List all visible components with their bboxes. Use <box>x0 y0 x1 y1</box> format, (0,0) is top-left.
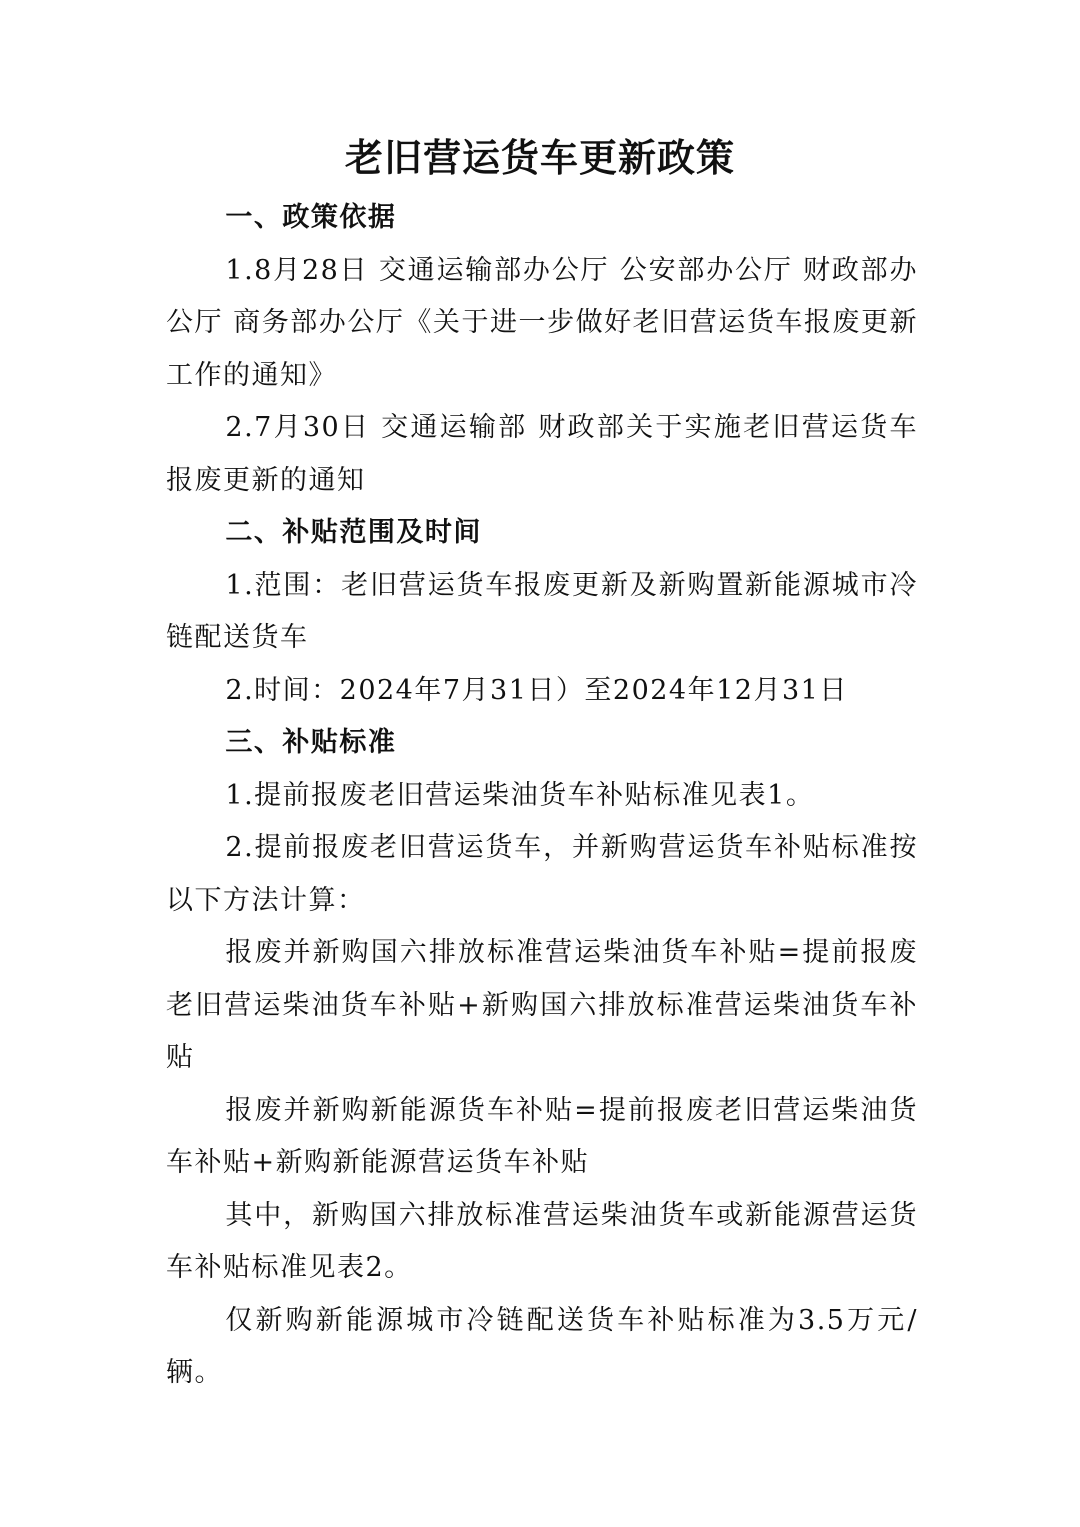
paragraph: 报废并新购国六排放标准营运柴油货车补贴=提前报废老旧营运柴油货车补贴+新购国六排放标准营运柴油货车补贴 <box>166 937 918 1073</box>
document-title: 老旧营运货车更新政策 <box>344 136 735 180</box>
document-body <box>166 192 918 1400</box>
section-heading-subsidy-standard: 三、补贴标准 <box>225 727 397 758</box>
paragraph: 其中，新购国六排放标准营运柴油货车或新能源营运货车补贴标准见表2。 <box>166 1199 918 1283</box>
section-heading-scope-time: 二、补贴范围及时间 <box>225 517 482 548</box>
paragraph: 1.范围：老旧营运货车报废更新及新购置新能源城市冷链配送货车 <box>166 569 918 653</box>
paragraph: 仅新购新能源城市冷链配送货车补贴标准为3.5万元/辆。 <box>166 1304 918 1388</box>
paragraph: 1.8月28日 交通运输部办公厅 公安部办公厅 财政部办公厅 商务部办公厅《关于进一步做好老旧营运货车报废更新工作的通知》 <box>166 254 918 391</box>
section-heading-policy-basis: 一、政策依据 <box>225 202 397 233</box>
paragraph: 2.7月30日 交通运输部 财政部关于实施老旧营运货车报废更新的通知 <box>166 412 918 496</box>
paragraph: 2.时间：2024年7月31日）至2024年12月31日 <box>225 674 848 706</box>
paragraph: 2.提前报废老旧营运货车，并新购营运货车补贴标准按以下方法计算： <box>166 832 918 916</box>
paragraph: 报废并新购新能源货车补贴=提前报废老旧营运柴油货车补贴+新购新能源营运货车补贴 <box>166 1094 918 1178</box>
paragraph: 1.提前报废老旧营运柴油货车补贴标准见表1。 <box>225 779 815 811</box>
